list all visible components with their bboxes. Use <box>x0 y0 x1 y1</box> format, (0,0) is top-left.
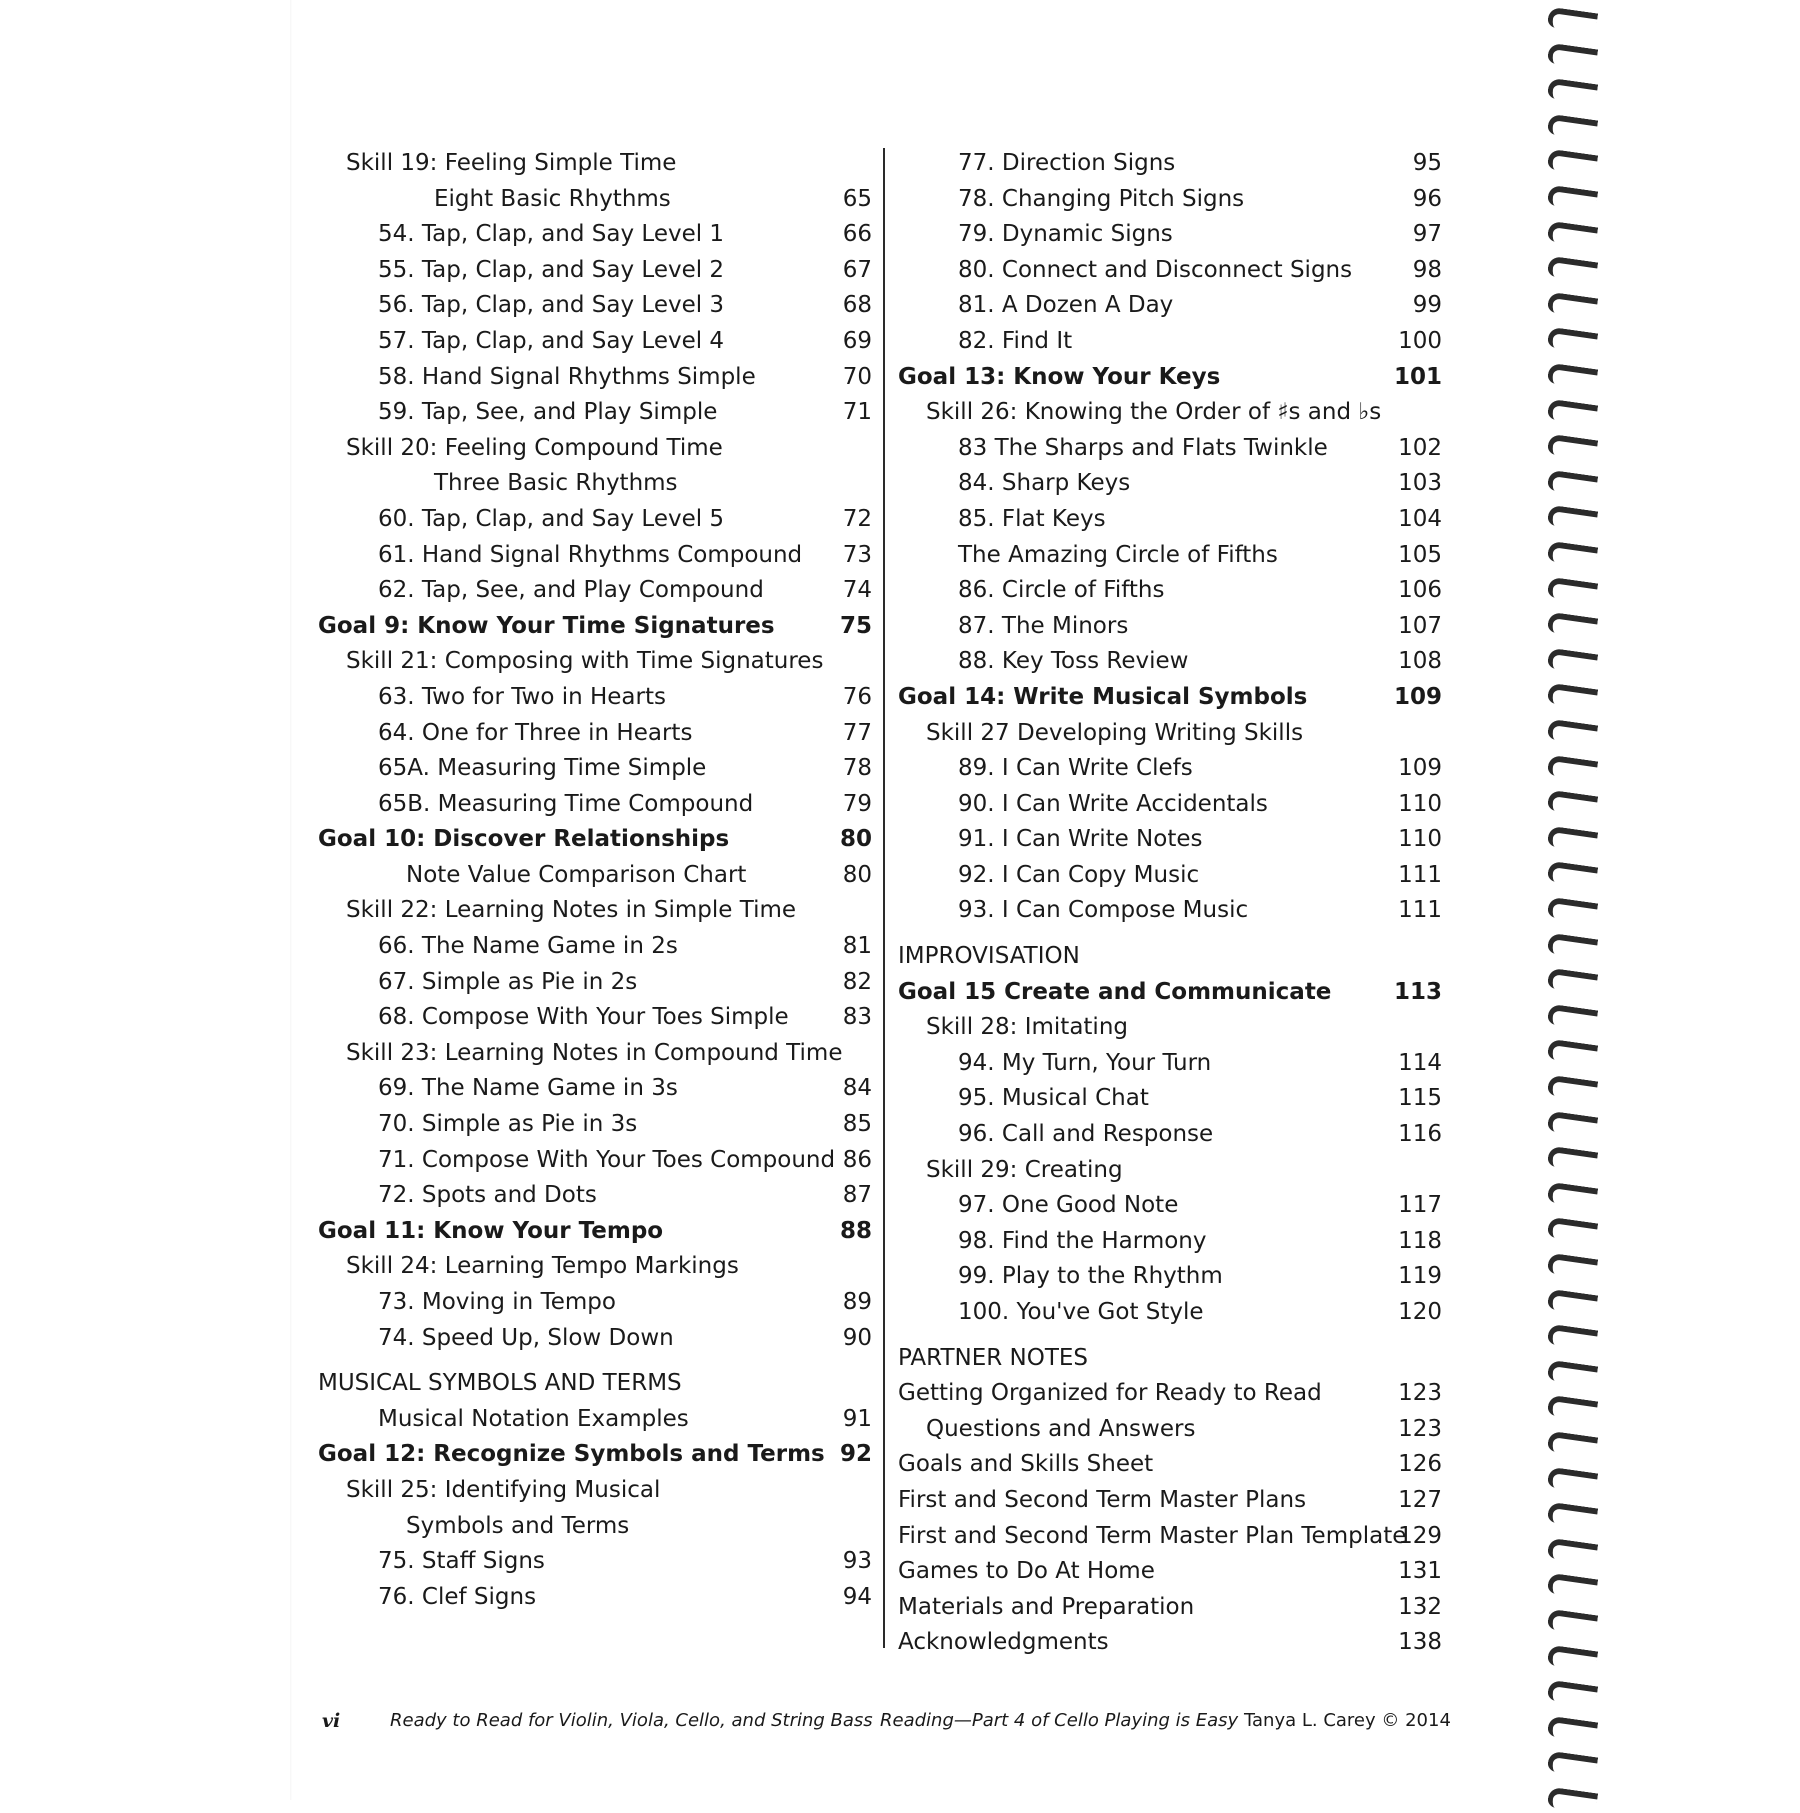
toc-entry-title: Three Basic Rhythms <box>434 470 678 497</box>
toc-entry-goal <box>318 609 872 645</box>
toc-entry-item <box>318 395 872 431</box>
toc-entry-title: 83 The Sharps and Flats Twinkle <box>958 434 1328 461</box>
toc-right-column <box>898 146 1442 1661</box>
spiral-coil <box>1547 78 1598 105</box>
spiral-coil <box>1547 754 1598 781</box>
toc-page-number: 102 <box>1398 434 1442 461</box>
toc-entry-item <box>318 1178 872 1214</box>
toc-entry-item <box>898 1046 1442 1082</box>
toc-entry-goal <box>898 975 1442 1011</box>
toc-page-number: 138 <box>1398 1629 1442 1656</box>
toc-page-number: 76 <box>842 683 872 710</box>
toc-page-number: 73 <box>842 541 872 568</box>
page-edge <box>290 0 292 1800</box>
spiral-coil <box>1547 647 1598 674</box>
toc-entry-title: 65A. Measuring Time Simple <box>378 755 707 782</box>
toc-page-number: 101 <box>1393 363 1442 390</box>
toc-entry-title: 58. Hand Signal Rhythms Simple <box>378 363 756 390</box>
toc-entry-title: Goal 9: Know Your Time Signatures <box>318 612 775 639</box>
toc-page-number: 71 <box>842 399 872 426</box>
toc-entry-item <box>318 288 872 324</box>
toc-page-number: 88 <box>839 1217 872 1244</box>
toc-entry-item <box>898 1188 1442 1224</box>
toc-page-number: 92 <box>839 1441 872 1468</box>
spiral-coil <box>1547 1680 1598 1707</box>
toc-entry-title: 68. Compose With Your Toes Simple <box>378 1004 789 1031</box>
toc-entry-title: 60. Tap, Clap, and Say Level 5 <box>378 505 725 532</box>
toc-page-number: 80 <box>842 861 872 888</box>
toc-entry-goal <box>318 1437 872 1473</box>
toc-entry-title: 98. Find the Harmony <box>958 1227 1207 1254</box>
toc-entry-goal <box>898 360 1442 396</box>
toc-page-number: 105 <box>1398 541 1442 568</box>
toc-entry-item <box>898 431 1442 467</box>
toc-entry-skill <box>318 1473 872 1509</box>
toc-entry-title: 67. Simple as Pie in 2s <box>378 968 638 995</box>
toc-entry-title: 89. I Can Write Clefs <box>958 755 1193 782</box>
toc-page-number: 82 <box>842 968 872 995</box>
toc-entry-title: Skill 25: Identifying Musical <box>346 1476 661 1503</box>
toc-page-number: 132 <box>1398 1593 1442 1620</box>
column-divider <box>883 148 885 1648</box>
toc-page-number: 111 <box>1398 861 1442 888</box>
toc-entry-title: Goal 12: Recognize Symbols and Terms <box>318 1441 825 1468</box>
spiral-coil <box>1547 683 1598 710</box>
toc-entry-title: 81. A Dozen A Day <box>958 292 1174 319</box>
toc-entry-item <box>898 1224 1442 1260</box>
toc-entry-item <box>318 1321 872 1357</box>
spiral-coil <box>1547 1217 1598 1244</box>
toc-entry-item <box>318 538 872 574</box>
toc-entry-item <box>898 1412 1442 1448</box>
spiral-coil <box>1547 1537 1598 1564</box>
toc-entry-title: 62. Tap, See, and Play Compound <box>378 577 764 604</box>
toc-entry-item <box>318 360 872 396</box>
toc-entry-item <box>898 573 1442 609</box>
toc-entry-item <box>898 288 1442 324</box>
toc-page-number: 67 <box>842 256 872 283</box>
toc-entry-title: 73. Moving in Tempo <box>378 1289 616 1315</box>
spiral-coil <box>1547 1609 1598 1636</box>
toc-entry-title: 82. Find It <box>958 327 1073 354</box>
toc-entry-title: Eight Basic Rhythms <box>434 185 671 212</box>
toc-page-number: 77 <box>842 719 872 746</box>
toc-entry-title: 77. Direction Signs <box>958 150 1176 176</box>
toc-entry-title: 90. I Can Write Accidentals <box>958 790 1268 817</box>
toc-page-number: 126 <box>1398 1451 1442 1478</box>
toc-entry-item <box>898 182 1442 218</box>
toc-entry-item <box>318 1544 872 1580</box>
toc-entry-skill <box>318 1249 872 1285</box>
spiral-coil <box>1547 434 1598 461</box>
toc-entry-title: 86. Circle of Fifths <box>958 577 1165 604</box>
spiral-coil <box>1547 469 1598 496</box>
toc-entry-title: 91. I Can Write Notes <box>958 826 1203 853</box>
toc-page-number: 100 <box>1398 327 1442 354</box>
spiral-coil <box>1547 932 1598 959</box>
spiral-coil <box>1547 968 1598 995</box>
toc-entry-title: 78. Changing Pitch Signs <box>958 185 1245 212</box>
page-footer <box>318 1706 1451 1736</box>
toc-page-number: 98 <box>1412 256 1442 283</box>
spiral-coil <box>1547 541 1598 568</box>
toc-entry-title: Getting Organized for Ready to Read <box>898 1380 1322 1407</box>
toc-entry-item <box>318 182 872 218</box>
toc-entry-item <box>318 1000 872 1036</box>
toc-entry-title: Goal 10: Discover Relationships <box>318 826 730 853</box>
spiral-coil <box>1547 1395 1598 1422</box>
toc-page-number: 127 <box>1398 1486 1442 1513</box>
spiral-coil <box>1547 612 1598 639</box>
toc-entry-title: 65B. Measuring Time Compound <box>378 790 754 817</box>
toc-entry-skill <box>318 1036 872 1072</box>
spiral-coil <box>1547 1502 1598 1529</box>
toc-entry-title: Games to Do At Home <box>898 1558 1155 1585</box>
toc-entry-title: 87. The Minors <box>958 612 1129 639</box>
toc-entry-heading <box>898 1341 1442 1377</box>
toc-entry-title: 59. Tap, See, and Play Simple <box>378 399 718 426</box>
toc-entry-title: Materials and Preparation <box>898 1593 1195 1620</box>
toc-page-number: 74 <box>842 577 872 604</box>
spiral-coil <box>1547 1573 1598 1600</box>
toc-page-number: 97 <box>1412 221 1442 248</box>
toc-entry-item <box>318 751 872 787</box>
toc-entry-title: Note Value Comparison Chart <box>406 861 747 888</box>
spiral-coil <box>1547 398 1598 425</box>
toc-page-number: 96 <box>1412 185 1442 212</box>
toc-entry-skill <box>898 1153 1442 1189</box>
toc-entry-item <box>898 217 1442 253</box>
toc-page-number: 111 <box>1398 897 1442 924</box>
toc-entry-heading <box>898 939 1442 975</box>
toc-entry-item <box>898 253 1442 289</box>
toc-entry-item <box>898 609 1442 645</box>
toc-entry-title: Skill 24: Learning Tempo Markings <box>346 1253 739 1280</box>
toc-page-number: 81 <box>842 933 872 960</box>
toc-page-number: 84 <box>842 1075 872 1102</box>
spiral-coil <box>1547 149 1598 176</box>
toc-entry-skill <box>318 146 872 182</box>
toc-entry-item <box>898 1295 1442 1331</box>
toc-entry-title: Goal 14: Write Musical Symbols <box>898 683 1308 710</box>
toc-entry-item <box>898 1519 1442 1555</box>
toc-page-number: 65 <box>842 185 872 212</box>
toc-entry-item <box>318 716 872 752</box>
toc-entry-item <box>318 1107 872 1143</box>
toc-entry-title: The Amazing Circle of Fifths <box>958 541 1278 568</box>
toc-entry-title: 94. My Turn, Your Turn <box>958 1049 1212 1076</box>
toc-entry-item <box>318 324 872 360</box>
toc-page-number: 69 <box>842 327 872 354</box>
toc-entry-title: Skill 19: Feeling Simple Time <box>346 150 677 176</box>
spiral-coil <box>1547 1039 1598 1066</box>
toc-entry-title: 54. Tap, Clap, and Say Level 1 <box>378 221 725 248</box>
spiral-coil <box>1547 790 1598 817</box>
spiral-coil <box>1547 1324 1598 1351</box>
toc-page-number: 93 <box>842 1548 872 1575</box>
toc-page-number: 86 <box>842 1146 872 1173</box>
toc-page-number: 70 <box>842 363 872 390</box>
toc-page-number: 78 <box>842 755 872 782</box>
spiral-coil <box>1547 7 1598 34</box>
toc-entry-title: Goals and Skills Sheet <box>898 1451 1154 1478</box>
toc-entry-item <box>318 502 872 538</box>
toc-page-number: 85 <box>842 1111 872 1138</box>
spiral-coil <box>1547 825 1598 852</box>
toc-entry-item <box>898 1625 1442 1661</box>
toc-entry-title: 64. One for Three in Hearts <box>378 719 693 746</box>
toc-entry-item <box>898 1117 1442 1153</box>
toc-page-number: 99 <box>1412 292 1442 319</box>
toc-page-number: 110 <box>1398 790 1442 817</box>
section-heading: PARTNER NOTES <box>898 1344 1089 1371</box>
toc-entry-item <box>898 858 1442 894</box>
toc-entry-title: Skill 27 Developing Writing Skills <box>926 719 1304 746</box>
toc-entry-title: 55. Tap, Clap, and Say Level 2 <box>378 256 725 283</box>
section-heading: MUSICAL SYMBOLS AND TERMS <box>318 1370 682 1397</box>
toc-entry-item <box>318 929 872 965</box>
toc-entry-title: Skill 20: Feeling Compound Time <box>346 434 723 461</box>
toc-entry-item <box>898 1081 1442 1117</box>
toc-page-number: 117 <box>1398 1192 1442 1219</box>
toc-entry-title: Skill 28: Imitating <box>926 1014 1129 1041</box>
toc-page-number: 120 <box>1398 1299 1442 1325</box>
spiral-coil <box>1547 42 1598 69</box>
toc-entry-title: Skill 21: Composing with Time Signatures <box>346 648 824 675</box>
spiral-coil <box>1547 1253 1598 1280</box>
toc-entry-item <box>898 1483 1442 1519</box>
toc-entry-title: Musical Notation Examples <box>378 1405 689 1432</box>
toc-entry-title: Skill 23: Learning Notes in Compound Time <box>346 1039 843 1066</box>
spiral-coil <box>1547 1431 1598 1458</box>
toc-entry-item <box>318 573 872 609</box>
toc-entry-item <box>318 1402 872 1438</box>
toc-entry-goal <box>898 680 1442 716</box>
spiral-coil <box>1547 327 1598 354</box>
spiral-coil <box>1547 1359 1598 1386</box>
toc-entry-title: Goal 11: Know Your Tempo <box>318 1217 664 1244</box>
toc-page-number: 95 <box>1412 150 1442 176</box>
toc-page-number: 83 <box>842 1004 872 1031</box>
toc-entry-title: 57. Tap, Clap, and Say Level 4 <box>378 327 725 354</box>
toc-page-number: 109 <box>1393 683 1442 710</box>
toc-entry-title: 66. The Name Game in 2s <box>378 933 678 960</box>
toc-page-number: 66 <box>842 221 872 248</box>
spiral-coil <box>1547 719 1598 746</box>
spiral-coil <box>1547 1644 1598 1671</box>
toc-entry-heading <box>318 1366 872 1402</box>
toc-entry-title: 85. Flat Keys <box>958 505 1106 532</box>
toc-entry-title: Symbols and Terms <box>406 1512 630 1539</box>
toc-entry-title: 93. I Can Compose Music <box>958 897 1249 924</box>
toc-entry-title: 72. Spots and Dots <box>378 1182 597 1209</box>
spiral-coil <box>1547 576 1598 603</box>
spiral-coil <box>1547 1146 1598 1173</box>
toc-entry-title: 79. Dynamic Signs <box>958 221 1173 248</box>
toc-page-number: 103 <box>1398 470 1442 497</box>
footer-page-number: vi <box>322 1710 341 1732</box>
toc-entry-title: Skill 26: Knowing the Order of ♯s and ♭s <box>926 399 1382 426</box>
toc-entry-title: 74. Speed Up, Slow Down <box>378 1324 674 1351</box>
toc-page-number: 116 <box>1398 1121 1442 1148</box>
toc-page-number: 106 <box>1398 577 1442 604</box>
toc-entry-title: Skill 29: Creating <box>926 1156 1123 1183</box>
toc-page-number: 68 <box>842 292 872 319</box>
spiral-coil <box>1547 897 1598 924</box>
toc-entry-item <box>898 466 1442 502</box>
toc-entry-item <box>898 1554 1442 1590</box>
toc-entry-skill <box>318 893 872 929</box>
toc-page-number: 119 <box>1398 1263 1442 1290</box>
toc-page-number: 131 <box>1398 1558 1442 1585</box>
toc-entry-title: 69. The Name Game in 3s <box>378 1075 678 1102</box>
toc-entry-item <box>318 217 872 253</box>
toc-entry-skill <box>898 395 1442 431</box>
spiral-coil <box>1547 291 1598 318</box>
toc-page-number: 109 <box>1398 755 1442 782</box>
spiral-coil <box>1547 220 1598 247</box>
toc-entry-title: Goal 15 Create and Communicate <box>898 978 1332 1005</box>
toc-entry-item <box>898 1447 1442 1483</box>
toc-entry-title: Goal 13: Know Your Keys <box>898 363 1221 390</box>
spiral-coil <box>1547 861 1598 888</box>
toc-entry-goal <box>318 1214 872 1250</box>
toc-entry-item <box>898 146 1442 182</box>
spiral-coil <box>1547 1003 1598 1030</box>
toc-entry-item <box>318 1285 872 1321</box>
toc-entry-skill <box>318 644 872 680</box>
spiral-coil <box>1547 1751 1598 1778</box>
toc-page-number: 118 <box>1398 1227 1442 1254</box>
toc-entry-item <box>898 644 1442 680</box>
toc-entry-title: 75. Staff Signs <box>378 1548 545 1575</box>
toc-page-number: 89 <box>842 1289 872 1315</box>
toc-entry-title: 96. Call and Response <box>958 1121 1214 1148</box>
spiral-coil <box>1547 505 1598 532</box>
toc-entry-title: 95. Musical Chat <box>958 1085 1149 1112</box>
toc-page-number: 79 <box>842 790 872 817</box>
toc-page-number: 115 <box>1398 1085 1442 1112</box>
footer-author: Tanya L. Carey © 2014 <box>1244 1710 1451 1731</box>
toc-left-column <box>318 146 872 1615</box>
footer-series: Reading—Part 4 of Cello Playing is Easy <box>880 1710 1239 1731</box>
toc-page-number: 75 <box>839 612 872 639</box>
toc-entry-item <box>898 1590 1442 1626</box>
toc-entry-item <box>898 751 1442 787</box>
toc-entry-item <box>318 680 872 716</box>
toc-page-number: 91 <box>842 1405 872 1432</box>
toc-entry-title: 61. Hand Signal Rhythms Compound <box>378 541 803 568</box>
toc-entry-item <box>318 965 872 1001</box>
toc-entry-item <box>318 253 872 289</box>
spiral-coil <box>1547 185 1598 212</box>
toc-entry-title: Skill 22: Learning Notes in Simple Time <box>346 897 797 924</box>
toc-entry-title: 99. Play to the Rhythm <box>958 1263 1223 1290</box>
toc-page-number: 113 <box>1393 978 1442 1005</box>
toc-page-number: 90 <box>842 1324 872 1351</box>
spiral-coil <box>1547 1075 1598 1102</box>
toc-entry-skill <box>318 431 872 467</box>
toc-entry-title: 80. Connect and Disconnect Signs <box>958 256 1353 283</box>
toc-entry-item <box>318 787 872 823</box>
spiral-coil <box>1547 363 1598 390</box>
toc-entry-item <box>318 1071 872 1107</box>
toc-entry-item <box>318 466 872 502</box>
toc-entry-item <box>898 538 1442 574</box>
toc-entry-title: 63. Two for Two in Hearts <box>378 683 666 710</box>
spiral-coil <box>1547 256 1598 283</box>
toc-page-number: 80 <box>839 826 872 853</box>
toc-entry-item <box>318 858 872 894</box>
toc-entry-item <box>898 787 1442 823</box>
toc-entry-title: 76. Clef Signs <box>378 1583 537 1610</box>
toc-page-number: 94 <box>842 1583 872 1610</box>
toc-page-number: 108 <box>1398 648 1442 675</box>
toc-entry-title: 56. Tap, Clap, and Say Level 3 <box>378 292 725 319</box>
toc-entry-title: 70. Simple as Pie in 3s <box>378 1111 638 1138</box>
spiral-binding <box>1548 0 1608 1800</box>
toc-entry-item <box>318 1580 872 1616</box>
toc-entry-item <box>898 1376 1442 1412</box>
spiral-coil <box>1547 1288 1598 1315</box>
toc-page-number: 87 <box>842 1182 872 1209</box>
toc-entry-item <box>318 1143 872 1179</box>
toc-entry-title: 100. You've Got Style <box>958 1299 1204 1325</box>
toc-entry-title: Questions and Answers <box>926 1415 1196 1442</box>
toc-entry-title: First and Second Term Master Plans <box>898 1486 1307 1513</box>
toc-entry-goal <box>318 822 872 858</box>
toc-page-number: 129 <box>1398 1522 1442 1549</box>
spiral-coil <box>1547 1110 1598 1137</box>
toc-entry-item <box>318 1509 872 1545</box>
spiral-coil <box>1547 113 1598 140</box>
toc-page-number: 107 <box>1398 612 1442 639</box>
toc-entry-skill <box>898 716 1442 752</box>
toc-entry-item <box>898 893 1442 929</box>
toc-entry-item <box>898 324 1442 360</box>
toc-entry-item <box>898 822 1442 858</box>
toc-entry-title: 88. Key Toss Review <box>958 648 1189 675</box>
toc-page-number: 104 <box>1398 505 1442 532</box>
toc-page-number: 114 <box>1398 1049 1442 1076</box>
toc-entry-title: 84. Sharp Keys <box>958 470 1131 497</box>
section-heading: IMPROVISATION <box>898 943 1080 970</box>
spiral-coil <box>1547 1715 1598 1742</box>
footer-book-title: Ready to Read for Violin, Viola, Cello, and String Bass <box>390 1710 873 1731</box>
spiral-coil <box>1547 1466 1598 1493</box>
toc-entry-skill <box>898 1010 1442 1046</box>
spiral-coil <box>1547 1181 1598 1208</box>
toc-page-number: 123 <box>1398 1415 1442 1442</box>
toc-entry-title: 71. Compose With Your Toes Compound <box>378 1146 836 1173</box>
toc-entry-title: 97. One Good Note <box>958 1192 1179 1219</box>
toc-page-number: 110 <box>1398 826 1442 853</box>
toc-entry-title: First and Second Term Master Plan Template <box>898 1522 1407 1549</box>
toc-entry-item <box>898 1259 1442 1295</box>
toc-entry-title: Acknowledgments <box>898 1629 1109 1656</box>
toc-entry-title: 92. I Can Copy Music <box>958 861 1200 888</box>
toc-page-number: 72 <box>842 505 872 532</box>
toc-entry-item <box>898 502 1442 538</box>
toc-page-number: 123 <box>1398 1380 1442 1407</box>
